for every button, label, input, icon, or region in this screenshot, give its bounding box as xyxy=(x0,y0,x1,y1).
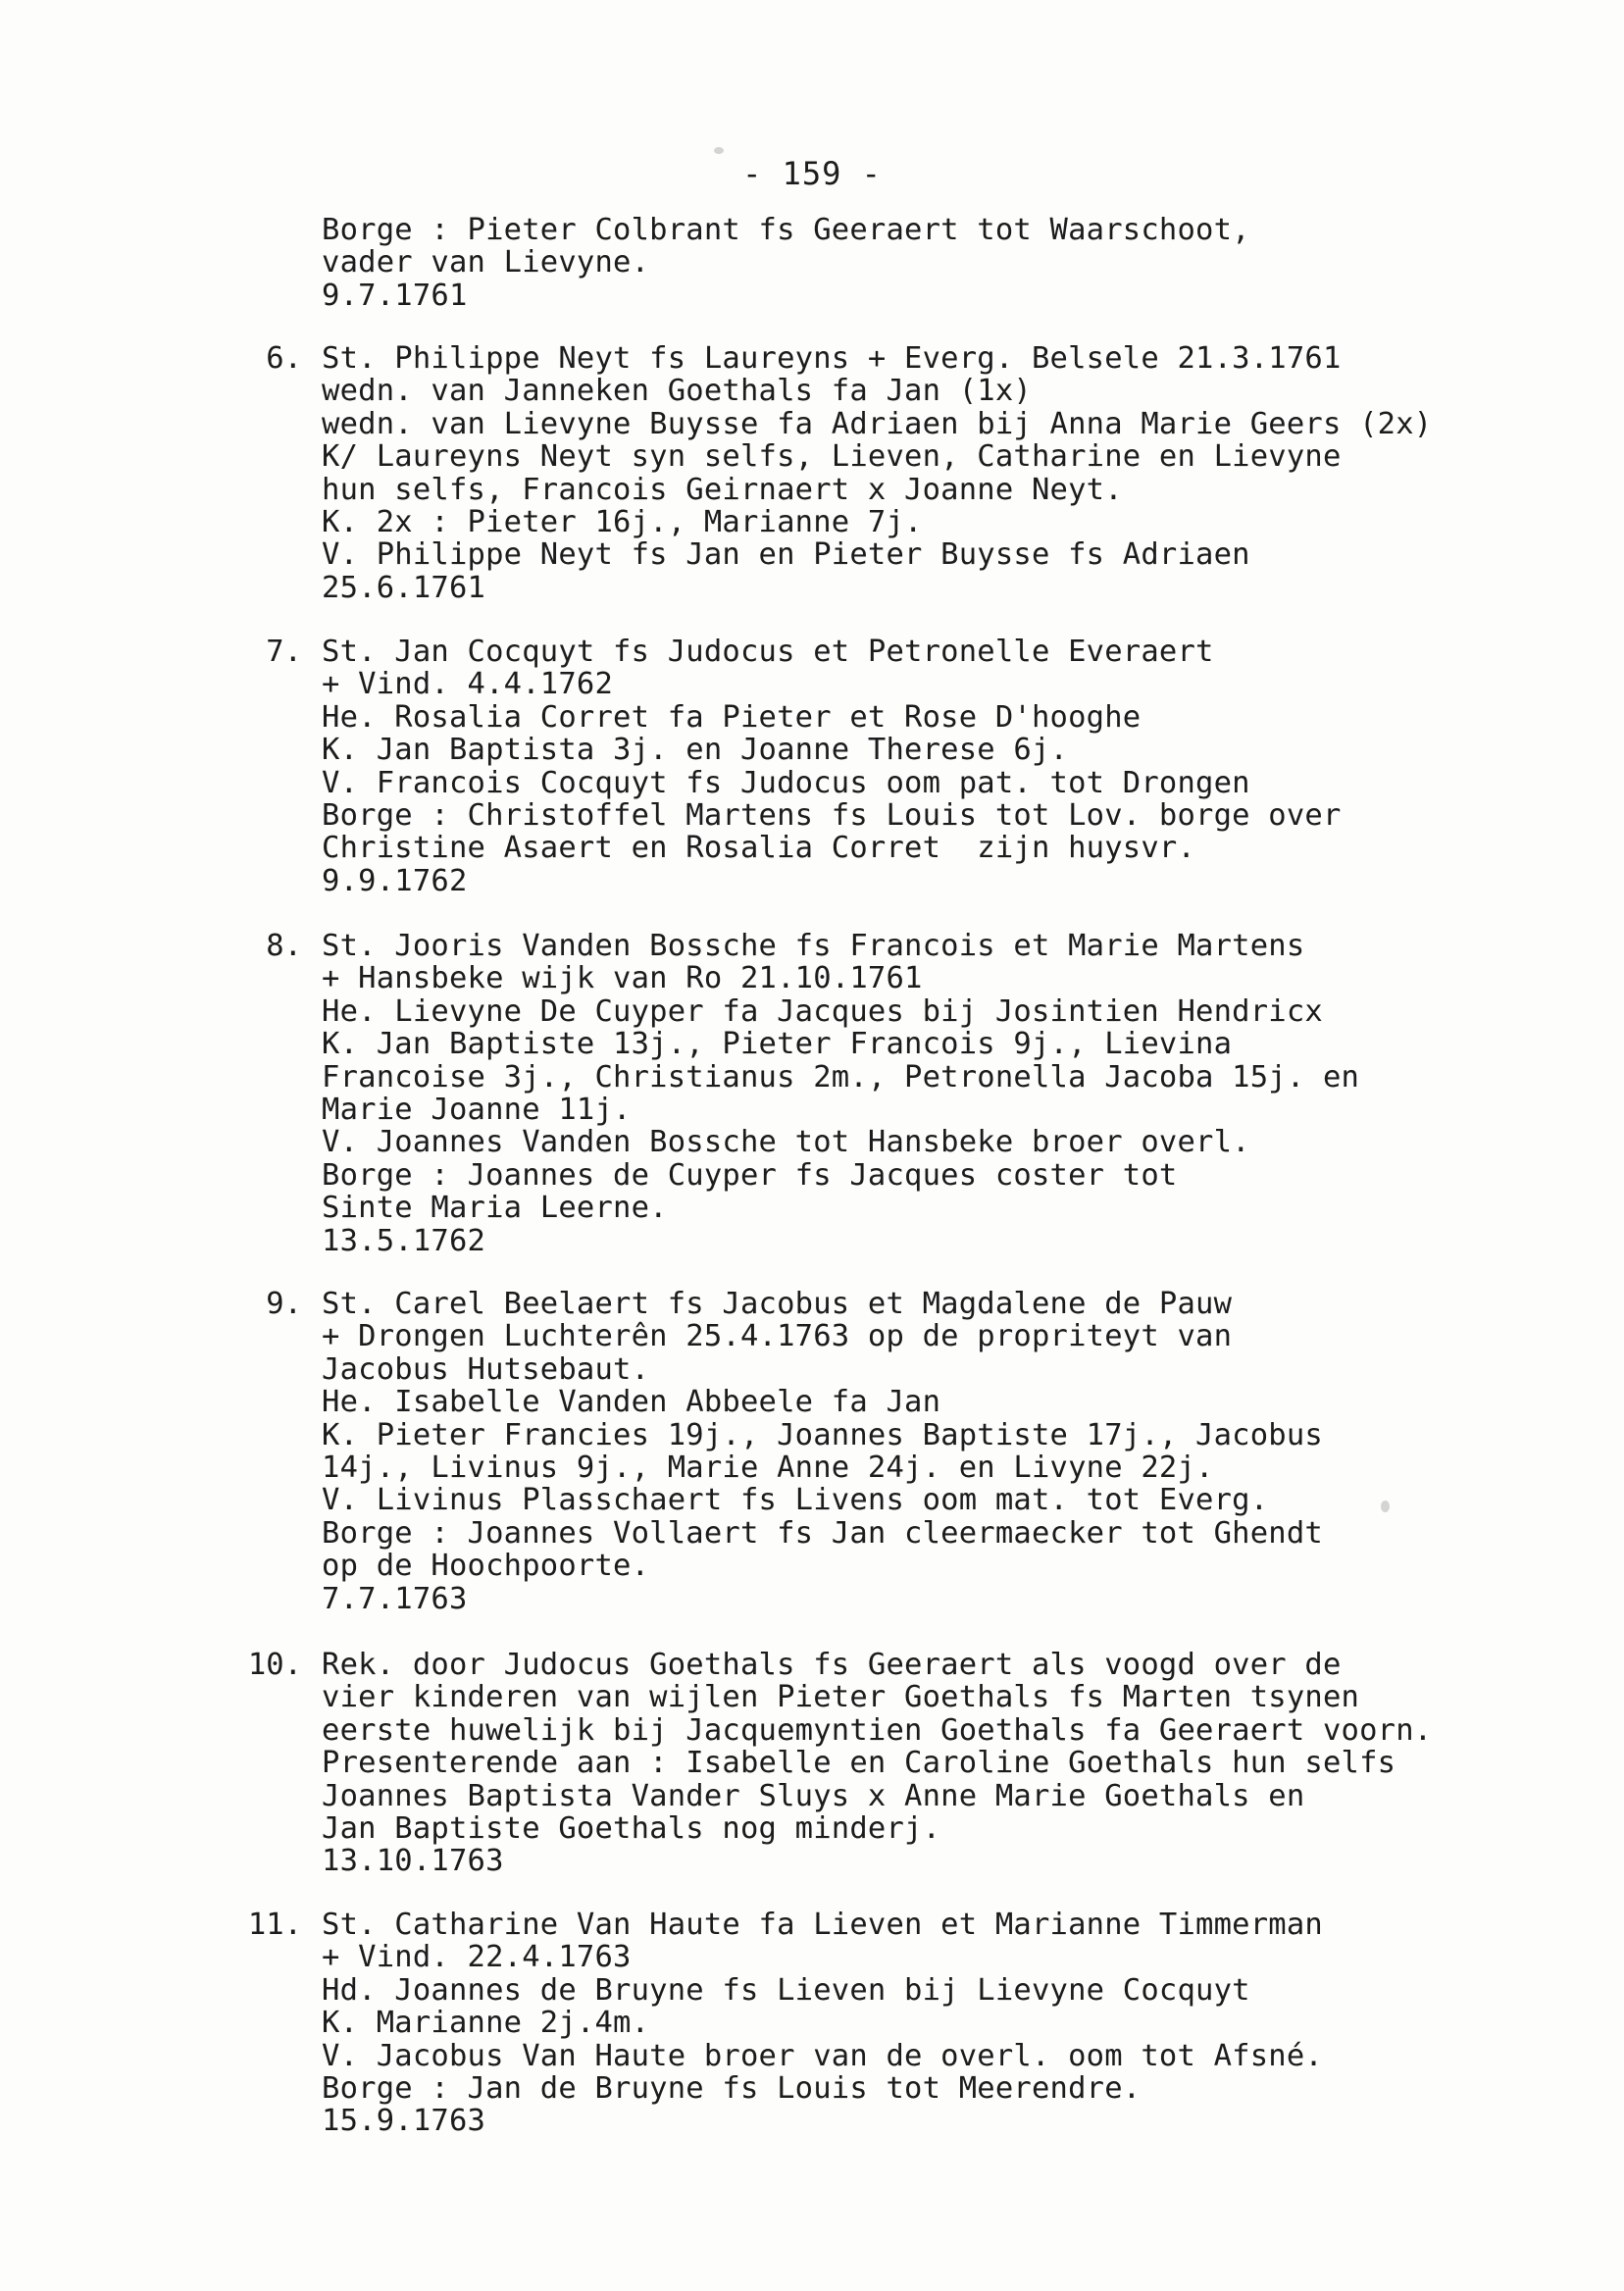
entry-line: vader van Lievyne. xyxy=(322,245,650,280)
entry-line: 13.10.1763 xyxy=(322,1844,504,1879)
entry-line: Jan Baptiste Goethals nog minderj. xyxy=(322,1811,941,1846)
entry-line: Rek. door Judocus Goethals fs Geeraert als voogd over de xyxy=(322,1648,1342,1682)
entry-number: 9. xyxy=(266,1287,302,1321)
entry-line: St. Jan Cocquyt fs Judocus et Petronelle Everaert xyxy=(322,635,1214,669)
entry-line: K. Pieter Francies 19j., Joannes Baptiste 17j., Jacobus xyxy=(322,1417,1323,1452)
entry-line: 9.7.1761 xyxy=(322,278,468,313)
entry-line: K. 2x : Pieter 16j., Marianne 7j. xyxy=(322,505,923,539)
entry-line: V. Jacobus Van Haute broer van de overl. oom tot Afsné. xyxy=(322,2038,1323,2073)
entry-line: Borge : Pieter Colbrant fs Geeraert tot Waarschoot, xyxy=(322,213,1250,247)
entry-line: + Hansbeke wijk van Ro 21.10.1761 xyxy=(322,961,923,996)
entry-line: Joannes Baptista Vander Sluys x Anne Marie Goethals en xyxy=(322,1778,1305,1813)
entry-line: K. Jan Baptista 3j. en Joanne Therese 6j. xyxy=(322,733,1069,768)
entry-line: Borge : Christoffel Martens fs Louis tot Lov. borge over xyxy=(322,798,1342,833)
entry-line: Presenterende aan : Isabelle en Caroline Goethals hun selfs xyxy=(322,1746,1396,1781)
entry-line: K. Marianne 2j.4m. xyxy=(322,2006,650,2041)
entry-number: 11. xyxy=(247,1908,302,1942)
entry-line: St. Philippe Neyt fs Laureyns + Everg. Belsele 21.3.1761 xyxy=(322,341,1342,376)
entry-line: V. Philippe Neyt fs Jan en Pieter Buysse fs Adriaen xyxy=(322,537,1250,573)
entry-number: 7. xyxy=(266,635,302,669)
entry-line: Jacobus Hutsebaut. xyxy=(322,1351,650,1387)
entry-line: Christine Asaert en Rosalia Corret zijn huysvr. xyxy=(322,831,1196,866)
entry-number: 6. xyxy=(266,341,302,376)
entry-line: He. Isabelle Vanden Abbeele fa Jan xyxy=(322,1385,941,1420)
entry-line: 9.9.1762 xyxy=(322,863,468,898)
entry-line: St. Jooris Vanden Bossche fs Francois et Marie Martens xyxy=(322,929,1305,963)
entry-line: 13.5.1762 xyxy=(322,1223,486,1258)
entry-line: K. Jan Baptiste 13j., Pieter Francois 9j., Lievina xyxy=(322,1027,1233,1062)
entry-line: Borge : Joannes de Cuyper fs Jacques coster tot xyxy=(322,1157,1178,1193)
scan-speck xyxy=(714,147,724,154)
entry-number: 10. xyxy=(247,1648,302,1682)
entry-line: + Vind. 22.4.1763 xyxy=(322,1940,632,1975)
scan-speck xyxy=(1381,1501,1390,1512)
entry-line: He. Lievyne De Cuyper fa Jacques bij Josintien Hendricx xyxy=(322,993,1323,1029)
entry-line: V. Livinus Plasschaert fs Livens oom mat. tot Everg. xyxy=(322,1483,1269,1518)
entry-line: + Drongen Luchterên 25.4.1763 op de propriteyt van xyxy=(322,1319,1233,1354)
entry-line: He. Rosalia Corret fa Pieter et Rose D'hooghe xyxy=(322,699,1142,735)
entry-line: hun selfs, Francois Geirnaert x Joanne Neyt. xyxy=(322,472,1123,507)
entry-line: wedn. van Janneken Goethals fa Jan (1x) xyxy=(322,374,1032,409)
entry-line: vier kinderen van wijlen Pieter Goethals fs Marten tsynen xyxy=(322,1680,1360,1715)
entry-line: 25.6.1761 xyxy=(322,570,486,605)
entry-line: Borge : Jan de Bruyne fs Louis tot Meerendre. xyxy=(322,2071,1142,2106)
entry-line: K/ Laureyns Neyt syn selfs, Lieven, Catharine en Lievyne xyxy=(322,439,1342,475)
entry-number: 8. xyxy=(266,929,302,963)
entry-line: eerste huwelijk bij Jacquemyntien Goethals fa Geeraert voorn. xyxy=(322,1712,1433,1748)
entry-line: St. Catharine Van Haute fa Lieven et Marianne Timmerman xyxy=(322,1908,1323,1942)
entry-line: 7.7.1763 xyxy=(322,1581,468,1616)
page-number: - 159 - xyxy=(742,155,882,192)
entry-line: Hd. Joannes de Bruyne fs Lieven bij Lievyne Cocquyt xyxy=(322,1972,1250,2008)
entry-line: Sinte Maria Leerne. xyxy=(322,1191,668,1226)
entry-line: + Vind. 4.4.1762 xyxy=(322,667,614,702)
entry-line: V. Joannes Vanden Bossche tot Hansbeke broer overl. xyxy=(322,1125,1250,1160)
entry-line: St. Carel Beelaert fs Jacobus et Magdalene de Pauw xyxy=(322,1287,1233,1321)
entry-line: Borge : Joannes Vollaert fs Jan cleermaecker tot Ghendt xyxy=(322,1515,1323,1551)
entry-line: wedn. van Lievyne Buysse fa Adriaen bij Anna Marie Geers (2x) xyxy=(322,406,1433,441)
entry-line: V. Francois Cocquyt fs Judocus oom pat. tot Drongen xyxy=(322,765,1250,800)
entry-line: 15.9.1763 xyxy=(322,2104,486,2139)
entry-line: 14j., Livinus 9j., Marie Anne 24j. en Livyne 22j. xyxy=(322,1451,1214,1485)
entry-line: op de Hoochpoorte. xyxy=(322,1549,650,1584)
entry-line: Marie Joanne 11j. xyxy=(322,1093,632,1127)
entry-line: Francoise 3j., Christianus 2m., Petronella Jacoba 15j. en xyxy=(322,1059,1360,1095)
